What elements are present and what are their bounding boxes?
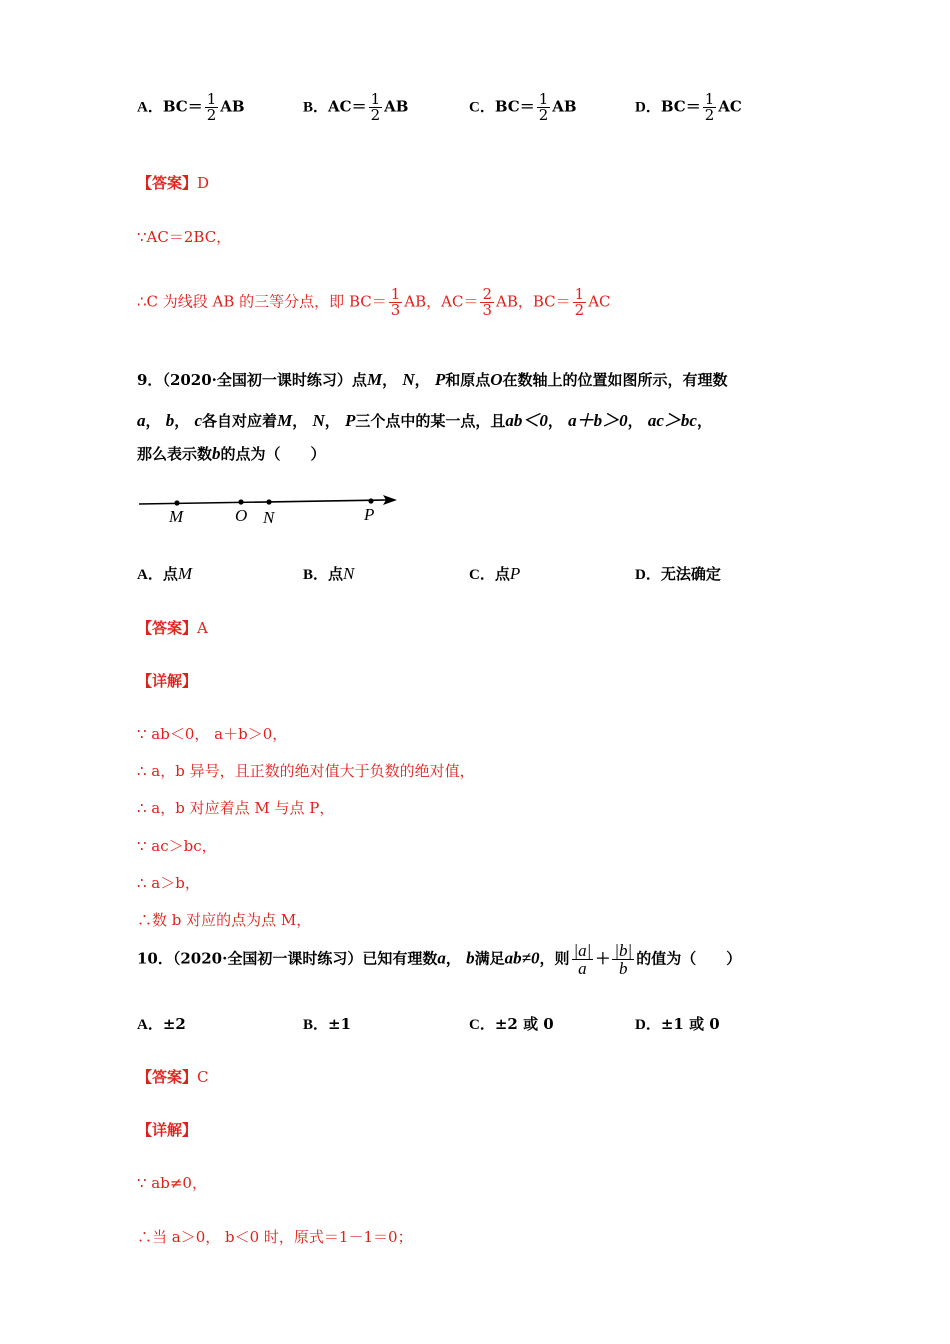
label-o: O: [235, 506, 248, 525]
q8-option-c: C．BC＝ $\frac{1}{2}$ AB: [469, 90, 577, 124]
q9-option-a: A．点M: [137, 564, 193, 583]
q8-answer: 【答案】D: [137, 174, 210, 192]
q9-step-4: ∵ ac＞bc，: [137, 837, 217, 855]
point-o: [238, 499, 243, 504]
label-n: N: [263, 508, 275, 527]
q10-step-2: ∴当 a＞0， b＜0 时，原式＝1－1＝0；: [137, 1228, 413, 1246]
q9-stem-line-2: a， b， c各自对应着M， N， P三个点中的某一点，且ab＜0， a＋b＞0， ac＞bc，: [137, 411, 712, 430]
q10-detail-heading: 【详解】: [137, 1121, 198, 1139]
q8-option-a: A．BC＝ $\frac{1}{2}$ AB: [137, 90, 245, 124]
q8-solution-line-1: ∵AC＝2BC，: [137, 228, 232, 246]
q10-option-c: C．±2 或 0: [469, 1015, 554, 1033]
q9-step-6: ∴数 b 对应的点为点 M，: [137, 911, 312, 929]
q9-option-d: D．无法确定: [635, 565, 721, 583]
q9-option-c: C．点P: [469, 564, 521, 583]
q10-step-1: ∵ ab≠0，: [137, 1174, 207, 1192]
q9-step-1: ∵ ab＜0， a＋b＞0，: [137, 725, 288, 743]
q9-answer: 【答案】A: [137, 619, 208, 637]
number-line: [135, 490, 405, 530]
q8-option-b: B．AC＝ $\frac{1}{2}$ AB: [303, 90, 409, 124]
q9-stem-line-1: 9．（2020·全国初一课时练习）点M， N， P和原点O在数轴上的位置如图所示，有理数: [137, 370, 728, 389]
label-m: M: [169, 507, 184, 526]
q10-option-b: B．±1: [303, 1015, 352, 1033]
q9-option-b: B．点N: [303, 564, 355, 583]
q10-answer: 【答案】C: [137, 1068, 209, 1086]
q9-detail-heading: 【详解】: [137, 672, 198, 690]
q8-solution-line-2: ∴C 为线段 AB 的三等分点，即 BC＝ $\frac{1}{3}$ AB，AC＝ $\frac{2}{3}$ AB，BC＝ $\frac{1}{2}$ AC: [137, 285, 611, 319]
point-m: [174, 500, 179, 505]
q8-option-d: D．BC＝ $\frac{1}{2}$ AC: [635, 90, 742, 124]
q9-step-2: ∴ a，b 异号，且正数的绝对值大于负数的绝对值，: [137, 762, 475, 780]
point-n: [266, 499, 271, 504]
label-p: P: [364, 505, 375, 524]
q9-step-3: ∴ a，b 对应着点 M 与点 P，: [137, 799, 335, 817]
q10-option-a: A．±2: [137, 1015, 186, 1033]
q9-step-5: ∴ a＞b，: [137, 874, 200, 892]
q9-stem-line-3: 那么表示数b的点为（ ）: [137, 444, 326, 463]
point-p: [368, 498, 373, 503]
q10-option-d: D．±1 或 0: [635, 1015, 720, 1033]
q10-stem: 10．（2020·全国初一课时练习）已知有理数a， b满足ab≠0，则 $\frac{|a|}{a}$ ＋ $\frac{|b|}{b}$ 的值为（ ）: [137, 941, 742, 978]
